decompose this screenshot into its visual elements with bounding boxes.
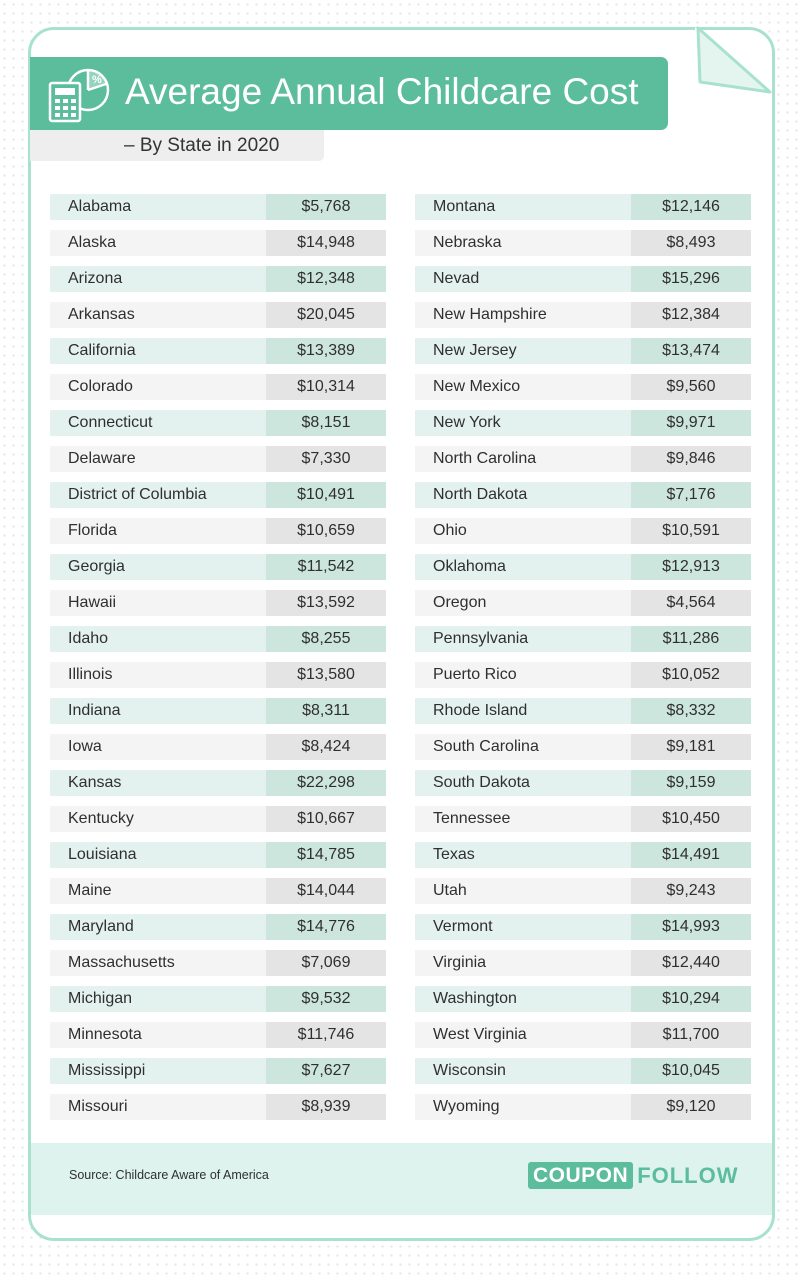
table-row (415, 950, 751, 976)
childcare-cost: $22,298 (266, 770, 386, 796)
childcare-cost: $8,332 (631, 698, 751, 724)
table-row (50, 194, 386, 220)
table-row (415, 518, 751, 544)
childcare-cost: $10,450 (631, 806, 751, 832)
couponfollow-logo (528, 1161, 739, 1190)
childcare-cost: $8,151 (266, 410, 386, 436)
table-row (415, 374, 751, 400)
state-name: Arizona (50, 266, 266, 292)
childcare-cost: $7,627 (266, 1058, 386, 1084)
state-name: Delaware (50, 446, 266, 472)
state-name: Vermont (415, 914, 631, 940)
state-name: Washington (415, 986, 631, 1012)
table-row (415, 482, 751, 508)
childcare-cost: $9,532 (266, 986, 386, 1012)
childcare-cost: $14,993 (631, 914, 751, 940)
childcare-cost: $13,474 (631, 338, 751, 364)
childcare-cost: $15,296 (631, 266, 751, 292)
childcare-cost: $7,330 (266, 446, 386, 472)
table-row (415, 1022, 751, 1048)
table-row (415, 1094, 751, 1120)
table-row (415, 590, 751, 616)
childcare-cost: $12,440 (631, 950, 751, 976)
state-name: Puerto Rico (415, 662, 631, 688)
childcare-cost: $9,159 (631, 770, 751, 796)
state-name: New Jersey (415, 338, 631, 364)
state-name: Connecticut (50, 410, 266, 436)
state-name: Kansas (50, 770, 266, 796)
childcare-cost: $10,591 (631, 518, 751, 544)
table-row (50, 482, 386, 508)
subtitle-bar (30, 130, 324, 161)
childcare-cost: $9,971 (631, 410, 751, 436)
table-row (50, 770, 386, 796)
svg-text:%: % (92, 74, 102, 86)
table-row (50, 338, 386, 364)
table-row (415, 410, 751, 436)
state-name: Iowa (50, 734, 266, 760)
table-row (50, 302, 386, 328)
childcare-cost: $13,580 (266, 662, 386, 688)
state-name: District of Columbia (50, 482, 266, 508)
state-name: Minnesota (50, 1022, 266, 1048)
table-row (415, 878, 751, 904)
table-row (415, 698, 751, 724)
table-row (50, 950, 386, 976)
childcare-cost: $9,243 (631, 878, 751, 904)
childcare-cost: $12,913 (631, 554, 751, 580)
state-name: South Carolina (415, 734, 631, 760)
table-row (50, 410, 386, 436)
table-row (415, 770, 751, 796)
table-row (50, 914, 386, 940)
state-name: Rhode Island (415, 698, 631, 724)
table-row (415, 446, 751, 472)
childcare-cost: $12,384 (631, 302, 751, 328)
childcare-cost: $13,592 (266, 590, 386, 616)
state-name: Nevad (415, 266, 631, 292)
childcare-cost: $10,314 (266, 374, 386, 400)
table-row (415, 302, 751, 328)
state-name: New Hampshire (415, 302, 631, 328)
page-title: Average Annual Childcare Cost (125, 71, 639, 112)
childcare-cost: $11,286 (631, 626, 751, 652)
childcare-cost: $4,564 (631, 590, 751, 616)
childcare-cost: $9,846 (631, 446, 751, 472)
childcare-cost: $14,776 (266, 914, 386, 940)
state-name: Indiana (50, 698, 266, 724)
table-row (415, 194, 751, 220)
childcare-cost: $8,311 (266, 698, 386, 724)
table-row (50, 662, 386, 688)
childcare-cost: $11,542 (266, 554, 386, 580)
childcare-cost: $11,700 (631, 1022, 751, 1048)
state-name: California (50, 338, 266, 364)
state-name: Louisiana (50, 842, 266, 868)
childcare-cost: $7,176 (631, 482, 751, 508)
state-name: Montana (415, 194, 631, 220)
table-row (415, 662, 751, 688)
subtitle: – By State in 2020 (124, 135, 280, 156)
table-row (50, 878, 386, 904)
state-name: Florida (50, 518, 266, 544)
childcare-cost: $12,348 (266, 266, 386, 292)
childcare-cost: $14,948 (266, 230, 386, 256)
childcare-cost: $10,659 (266, 518, 386, 544)
state-name: North Carolina (415, 446, 631, 472)
table-row (415, 842, 751, 868)
childcare-cost: $14,785 (266, 842, 386, 868)
table-row (415, 230, 751, 256)
state-name: Alaska (50, 230, 266, 256)
table-row (415, 1058, 751, 1084)
title-banner (30, 57, 668, 130)
state-name: Michigan (50, 986, 266, 1012)
logo-follow-text: FOLLOW (637, 1163, 739, 1188)
state-name: West Virginia (415, 1022, 631, 1048)
childcare-cost: $13,389 (266, 338, 386, 364)
childcare-cost: $10,045 (631, 1058, 751, 1084)
table-row (415, 914, 751, 940)
state-name: Colorado (50, 374, 266, 400)
table-row (50, 698, 386, 724)
state-name: North Dakota (415, 482, 631, 508)
state-name: Maine (50, 878, 266, 904)
logo-coupon-text: COUPON (528, 1162, 633, 1189)
table-row (50, 446, 386, 472)
table-row (50, 806, 386, 832)
childcare-cost: $10,667 (266, 806, 386, 832)
state-name: Wyoming (415, 1094, 631, 1120)
source-note: Source: Childcare Aware of America (69, 1168, 269, 1182)
state-name: Oregon (415, 590, 631, 616)
footer (31, 1143, 772, 1215)
state-name: Hawaii (50, 590, 266, 616)
state-name: Georgia (50, 554, 266, 580)
state-name: New Mexico (415, 374, 631, 400)
calculator-pie-chart-icon (48, 65, 110, 123)
table-row (50, 374, 386, 400)
left-cost-table (50, 194, 386, 1130)
state-name: Kentucky (50, 806, 266, 832)
table-row (415, 986, 751, 1012)
table-row (415, 806, 751, 832)
table-row (415, 626, 751, 652)
state-name: Maryland (50, 914, 266, 940)
table-row (50, 1058, 386, 1084)
childcare-cost: $8,424 (266, 734, 386, 760)
state-name: Massachusetts (50, 950, 266, 976)
table-row (50, 590, 386, 616)
state-name: South Dakota (415, 770, 631, 796)
childcare-cost: $8,255 (266, 626, 386, 652)
state-name: Idaho (50, 626, 266, 652)
state-name: Mississippi (50, 1058, 266, 1084)
state-name: Arkansas (50, 302, 266, 328)
table-row (415, 266, 751, 292)
childcare-cost: $8,493 (631, 230, 751, 256)
childcare-cost: $14,044 (266, 878, 386, 904)
childcare-cost: $5,768 (266, 194, 386, 220)
state-name: Oklahoma (415, 554, 631, 580)
childcare-cost: $14,491 (631, 842, 751, 868)
table-row (50, 1022, 386, 1048)
childcare-cost: $9,120 (631, 1094, 751, 1120)
table-row (50, 266, 386, 292)
childcare-cost: $9,181 (631, 734, 751, 760)
state-name: Tennessee (415, 806, 631, 832)
table-row (415, 734, 751, 760)
table-row (50, 734, 386, 760)
state-name: Missouri (50, 1094, 266, 1120)
childcare-cost: $20,045 (266, 302, 386, 328)
state-name: Ohio (415, 518, 631, 544)
table-row (415, 338, 751, 364)
state-name: Texas (415, 842, 631, 868)
table-row (50, 626, 386, 652)
state-name: Pennsylvania (415, 626, 631, 652)
right-cost-table (415, 194, 751, 1130)
childcare-cost: $7,069 (266, 950, 386, 976)
childcare-cost: $12,146 (631, 194, 751, 220)
state-name: Illinois (50, 662, 266, 688)
state-name: Alabama (50, 194, 266, 220)
table-row (50, 1094, 386, 1120)
state-name: New York (415, 410, 631, 436)
table-row (50, 842, 386, 868)
childcare-cost: $9,560 (631, 374, 751, 400)
state-name: Utah (415, 878, 631, 904)
table-row (50, 230, 386, 256)
childcare-cost: $10,491 (266, 482, 386, 508)
table-row (50, 518, 386, 544)
childcare-cost: $10,294 (631, 986, 751, 1012)
state-name: Nebraska (415, 230, 631, 256)
state-name: Wisconsin (415, 1058, 631, 1084)
childcare-cost: $10,052 (631, 662, 751, 688)
table-row (50, 986, 386, 1012)
childcare-cost: $8,939 (266, 1094, 386, 1120)
table-row (50, 554, 386, 580)
table-row (415, 554, 751, 580)
folded-corner (692, 24, 776, 96)
childcare-cost: $11,746 (266, 1022, 386, 1048)
state-name: Virginia (415, 950, 631, 976)
